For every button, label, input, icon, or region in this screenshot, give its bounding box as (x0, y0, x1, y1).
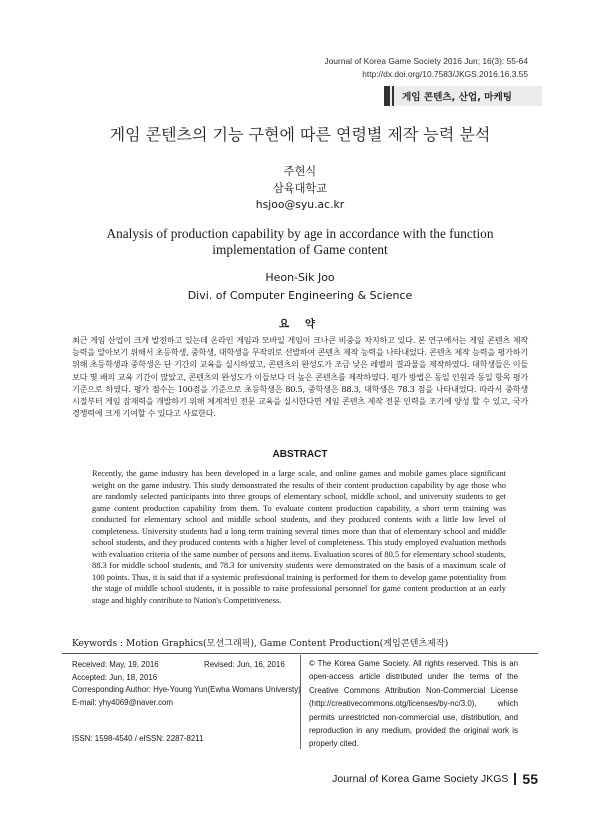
page-number: 55 (522, 771, 538, 787)
author-korean: 주현식 (283, 165, 317, 178)
article-metadata (72, 659, 301, 709)
keywords (72, 636, 532, 649)
title-korean: 게임 콘텐츠의 기능 구현에 따른 연령별 제작 능력 분석 (109, 125, 491, 144)
category-banner (384, 86, 542, 106)
accepted-date: Accepted: Jun, 18, 2016 (72, 672, 158, 682)
footer-journal: Journal of Korea Game Society JKGS (332, 773, 509, 785)
page-footer (332, 771, 538, 787)
license-notice: © The Korea Game Society. All rights reserved. This is an open-access article distributed under the terms of the Creative Commons Attribution Non-Commercial License (http://creativecommons.otg/licenses/by-nc/3.0), which permits unrestricted non-commercial use, distribution, and reproduction in any medium, provided the original work is properly cited. (309, 659, 518, 749)
keywords-label: Keywords : (72, 639, 124, 649)
divider-vertical (300, 655, 301, 749)
abstract-english: Recently, the game industry has been developed in a large scale, and online games and mobile games place significant weight on the game industry. This study demonstrated the results of their content production capability by age those who are randomly selected participants into three groups of elementary school, middle school, and university students to get game content production capability from them. To evaluate content production capability, a short term training was conducted for elementary school and middle school students, and they produced contents with a little low level of completeness. University students had a long term training several times more than that of elementary school and middle school students, and they produced contents with a higher level of completeness. This study employed evaluation methods with evaluation criteria of the same number of persons and items. Evaluation scores of 80.5 for elementary school students, 88.3 for middle school students, and 78.3 for university students were demonstrated on the basis of a maximum scale of 100 points. Thus, it is said that if a systemic professional training is performed for them to develop game potentiality from the stage of middle school students, it is possible to raise professional personnel for game content production at an early stage and highly contribute to Nation's Competitiveness. (92, 469, 506, 605)
summary-heading: 요 약 (279, 318, 321, 330)
footer-separator (514, 773, 516, 785)
banner-stripe (384, 86, 390, 106)
keywords-text: Motion Graphics(모션그래픽), Game Content Production(게임콘텐츠제작) (126, 639, 449, 649)
dates-row (72, 659, 298, 672)
doi-link[interactable]: http://dx.doi.org/10.7583/JKGS.2016.16.3.55 (362, 69, 528, 79)
abstract-heading: ABSTRACT (272, 449, 328, 460)
title-english-line-1: Analysis of production capability by age in accordance with the function (106, 226, 494, 241)
revised-date: Revised: Jun, 16, 2016 (204, 660, 285, 669)
affiliation-english: Divi. of Computer Engineering & Science (187, 289, 413, 302)
divider-horizontal (62, 653, 538, 654)
summary-korean: 최근 게임 산업이 크게 발전하고 있는데 온라인 게임과 모바일 게임이 크나큰 비중을 차지하고 있다. 본 연구에서는 게임 콘텐츠 제작 능력을 알아보기 위해서 초등학생, 중학생, 대학생을 무작위로 선발하여 콘텐츠 제작 능력을 나타내었다. 콘텐츠 제작 능력을 평가하기 위해 초등학생과 중학생은 단 기간의 교육을 실시하였고, 콘텐츠의 완성도가 조금 낮은 레벨의 결과물을 제작하였다. 대학생들은 이들 보다 몇 배의 교육 기간이 많았고, 콘텐츠의 완성도가 이들보다 더 높은 콘텐츠를 제작하였다. 평가 방법은 동일 인원과 동일 항목 평가 기준으로 하였다. 평가 점수는 100점을 기준으로 초등학생은 80.5, 중학생은 88.3, 대학생은 78.3 점을 나타내었다. 따라서 중학생 시절부터 게임 잠재력을 개발하기 위해 체계적인 전문 교육을 실시한다면 게임 콘텐츠 제작 전문 인력을 조기에 양성 할 수 있고, 국가 경쟁력에 크게 기여할 수 있다고 사료한다. (72, 335, 528, 419)
received-date: Received: May, 19, 2016 (72, 660, 159, 669)
corresponding-author: Corresponding Author: Hye-Young Yun(Ewha Womans Universty) (72, 685, 301, 695)
author-english: Heon-Sik Joo (265, 271, 335, 284)
title-english (70, 226, 530, 258)
title-english-line-2: implementation of Game content (212, 242, 388, 257)
affiliation-korean: 삼육대학교 (272, 182, 328, 195)
issn: ISSN: 1598-4540 / eISSN: 2287-8211 (72, 734, 204, 743)
corresponding-email[interactable]: E-mail: yhy4069@naver.com (72, 697, 173, 707)
journal-citation: Journal of Korea Game Society 2016 Jun; 16(3): 55-64 (324, 56, 528, 66)
banner-stripe-thin (392, 86, 394, 106)
author-email[interactable]: hsjoo@syu.ac.kr (255, 198, 345, 211)
category-label: 게임 콘텐츠, 산업, 마케팅 (402, 92, 512, 103)
